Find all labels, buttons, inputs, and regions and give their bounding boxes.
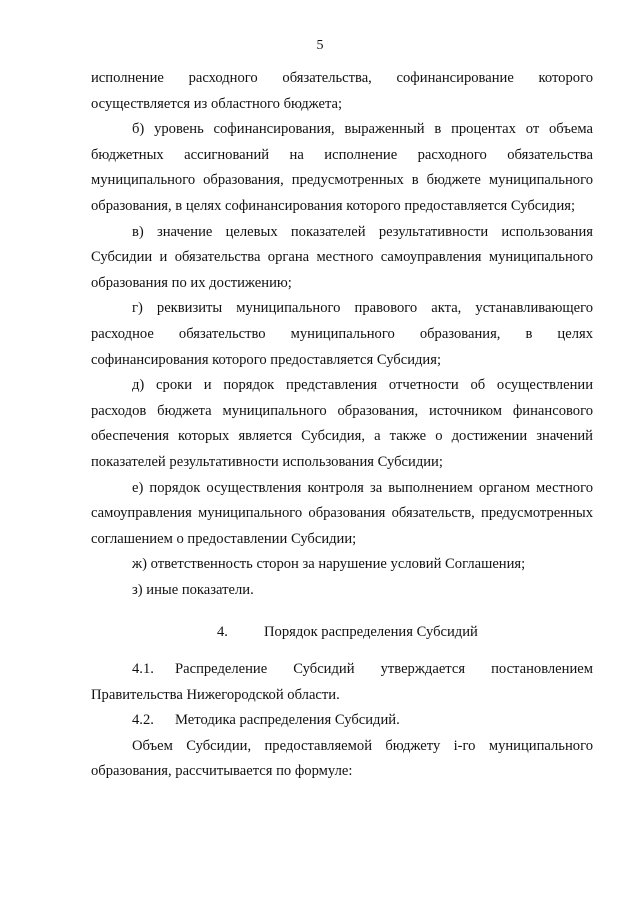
clause-4-1-number: 4.1. xyxy=(132,661,154,678)
clause-4-2-text: Методика распределения Субсидий. xyxy=(175,712,400,729)
paragraph-a-continuation: исполнение расходного обязательства, софинансирование которого осуществляется из областного бюджета; xyxy=(91,70,593,112)
clause-4-2 xyxy=(91,708,593,734)
paragraph-b: б) уровень софинансирования, выраженный в процентах от объема бюджетных ассигнований на исполнение расходного обязательства муниципального образования, предусмотренных в бюджете муниципального образования, в целях софинансирования которого предоставляется Субсидия; xyxy=(91,121,593,214)
paragraph-g: г) реквизиты муниципального правового акта, устанавливающего расходное обязательство муниципального образования, в целях софинансирования которого предоставляется Субсидия; xyxy=(91,300,593,368)
clause-4-1 xyxy=(91,657,593,708)
document-body xyxy=(91,66,593,785)
paragraph-d: д) сроки и порядок представления отчетности об осуществлении расходов бюджета муниципального образования, источником финансового обеспечения которых является Субсидия, а также о достижении значений показателей результативности использования Субсидии; xyxy=(91,377,593,470)
section-number: 4. xyxy=(217,624,228,641)
paragraph-zh: ж) ответственность сторон за нарушение условий Соглашения; xyxy=(132,556,526,573)
paragraph-z: з) иные показатели. xyxy=(132,581,254,598)
page-number: 5 xyxy=(316,38,324,53)
clause-4-2-number: 4.2. xyxy=(132,712,154,729)
paragraph-v: в) значение целевых показателей результативности использования Субсидии и обязательства органа местного самоуправления муниципального образования по их достижению; xyxy=(91,223,593,291)
section-title: Порядок распределения Субсидий xyxy=(264,624,478,641)
clause-4-1-text: Распределение Субсидий утверждается постановлением Правительства Нижегородской области. xyxy=(91,661,593,703)
paragraph-formula-intro: Объем Субсидии, предоставляемой бюджету i-го муниципального образования, рассчитывается по формуле: xyxy=(91,737,593,780)
paragraph-e: е) порядок осуществления контроля за выполнением органом местного самоуправления муниципального образования обязательств, предусмотренных соглашением о предоставлении Субсидии; xyxy=(91,479,593,547)
section-heading xyxy=(91,620,593,646)
